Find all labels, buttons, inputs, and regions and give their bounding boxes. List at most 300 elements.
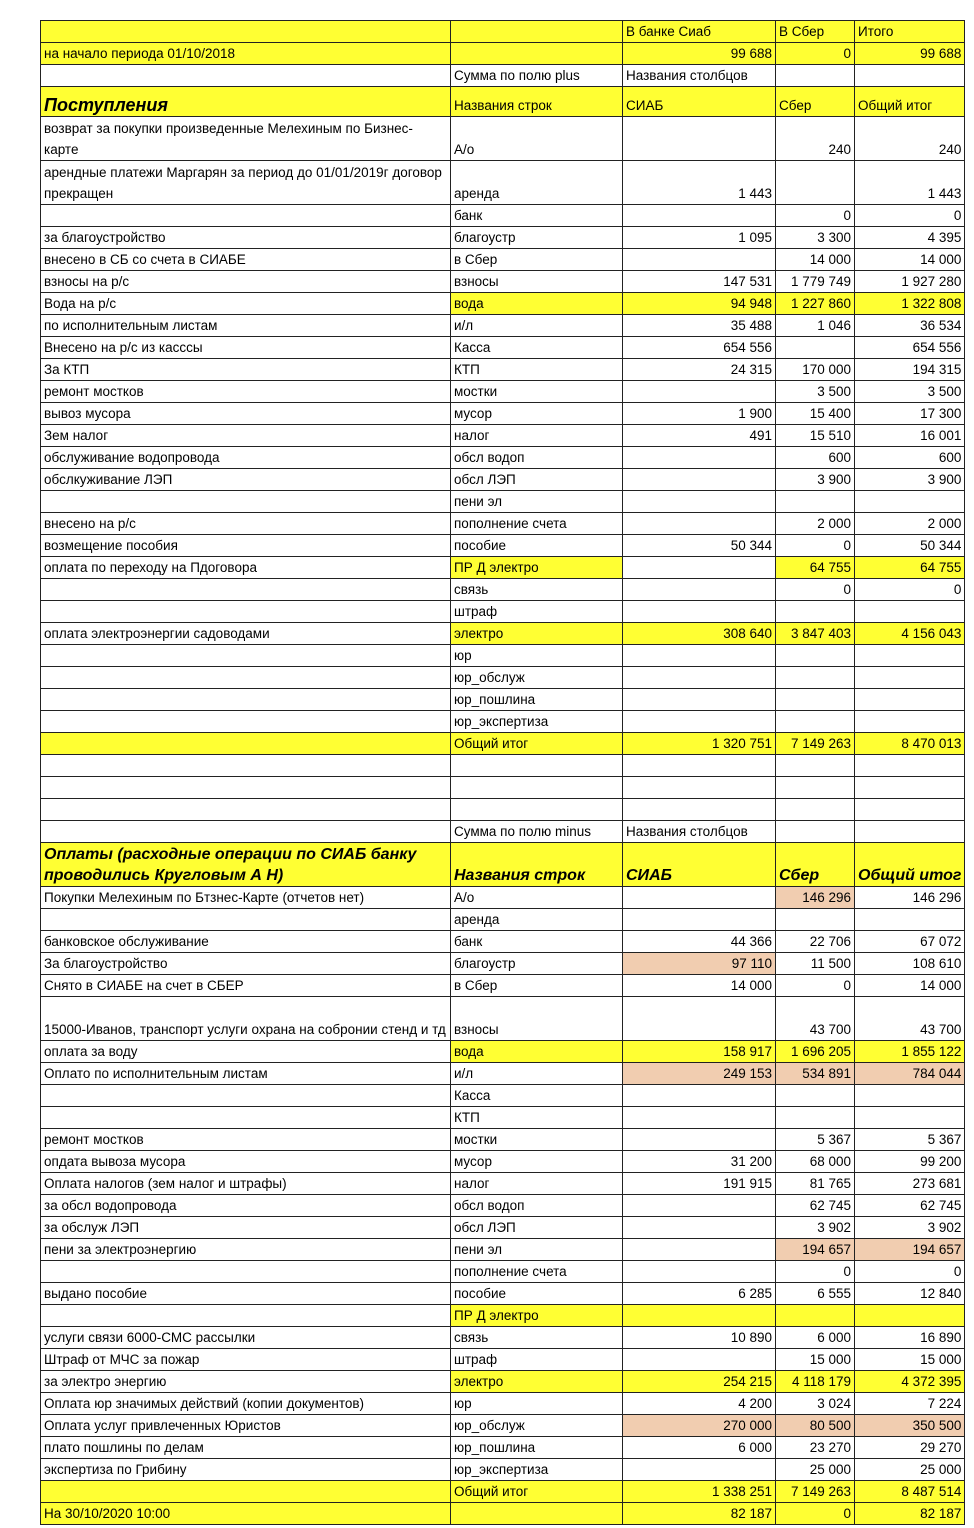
row-category[interactable]: аренда	[451, 161, 623, 205]
grand-total-sber[interactable]: 7 149 263	[776, 733, 855, 755]
row-category[interactable]: в Сбер	[451, 975, 623, 997]
expense-header-total[interactable]: Общий итог	[855, 843, 965, 887]
row-description[interactable]: оплата за воду	[41, 1041, 451, 1063]
row-sber[interactable]: 23 270	[776, 1437, 855, 1459]
row-description[interactable]	[41, 645, 451, 667]
row-siab[interactable]: 97 110	[623, 953, 776, 975]
grand-total-label[interactable]: Общий итог	[451, 1481, 623, 1503]
row-total[interactable]: 1 322 808	[855, 293, 965, 315]
row-category[interactable]: и/л	[451, 1063, 623, 1085]
row-total[interactable]: 7 224	[855, 1393, 965, 1415]
row-total[interactable]: 784 044	[855, 1063, 965, 1085]
row-sber[interactable]: 11 500	[776, 953, 855, 975]
grand-total-siab[interactable]: 1 338 251	[623, 1481, 776, 1503]
row-total[interactable]: 240	[855, 117, 965, 161]
row-description[interactable]: Покупки Мелехиным по Бтзнес-Карте (отчетов нет)	[41, 887, 451, 909]
cell[interactable]	[451, 43, 623, 65]
expense-header-sber[interactable]: Сбер	[776, 843, 855, 887]
row-description[interactable]: обслкуживание ЛЭП	[41, 469, 451, 491]
row-description[interactable]: пени за электроэнергию	[41, 1239, 451, 1261]
row-sber[interactable]: 240	[776, 117, 855, 161]
cell[interactable]	[855, 65, 965, 87]
start-balance-label[interactable]: на начало периода 01/10/2018	[41, 43, 451, 65]
row-siab[interactable]: 14 000	[623, 975, 776, 997]
row-siab[interactable]: 654 556	[623, 337, 776, 359]
pivot-columns-label[interactable]: Названия столбцов	[623, 65, 776, 87]
row-sber[interactable]	[776, 667, 855, 689]
row-description[interactable]: опдата вывоза мусора	[41, 1151, 451, 1173]
row-siab[interactable]	[623, 557, 776, 579]
row-sber[interactable]: 3 300	[776, 227, 855, 249]
row-total[interactable]: 50 344	[855, 535, 965, 557]
row-sber[interactable]: 5 367	[776, 1129, 855, 1151]
row-total[interactable]	[855, 689, 965, 711]
row-siab[interactable]	[623, 601, 776, 623]
row-siab[interactable]: 249 153	[623, 1063, 776, 1085]
row-description[interactable]: Зем налог	[41, 425, 451, 447]
row-category[interactable]: ПР Д электро	[451, 557, 623, 579]
row-category[interactable]: юр_экспертиза	[451, 1459, 623, 1481]
row-description[interactable]: возврат за покупки произведенные Мелехиным по Бизнес-карте	[41, 117, 451, 161]
row-sber[interactable]	[776, 645, 855, 667]
income-title[interactable]: Поступления	[41, 87, 451, 117]
row-description[interactable]: Вода на р/с	[41, 293, 451, 315]
row-category[interactable]: обсл ЛЭП	[451, 1217, 623, 1239]
cell[interactable]	[623, 799, 776, 821]
row-sber[interactable]: 80 500	[776, 1415, 855, 1437]
row-siab[interactable]: 158 917	[623, 1041, 776, 1063]
expense-title[interactable]: Оплаты (расходные операции по СИАБ банку проводились Кругловым А Н)	[41, 843, 451, 887]
grand-total-siab[interactable]: 1 320 751	[623, 733, 776, 755]
cell[interactable]	[41, 799, 451, 821]
end-sber[interactable]: 0	[776, 1503, 855, 1525]
row-sber[interactable]: 3 024	[776, 1393, 855, 1415]
row-description[interactable]	[41, 579, 451, 601]
row-description[interactable]: услуги связи 6000-СМС рассылки	[41, 1327, 451, 1349]
cell[interactable]	[451, 21, 623, 43]
row-description[interactable]	[41, 1261, 451, 1283]
row-description[interactable]	[41, 909, 451, 931]
cell[interactable]	[451, 799, 623, 821]
row-siab[interactable]: 44 366	[623, 931, 776, 953]
row-siab[interactable]: 270 000	[623, 1415, 776, 1437]
row-total[interactable]: 194 657	[855, 1239, 965, 1261]
row-description[interactable]	[41, 601, 451, 623]
row-category[interactable]: КТП	[451, 1107, 623, 1129]
row-total[interactable]: 654 556	[855, 337, 965, 359]
row-siab[interactable]	[623, 1085, 776, 1107]
row-total[interactable]: 108 610	[855, 953, 965, 975]
row-category[interactable]: мостки	[451, 1129, 623, 1151]
cell[interactable]	[855, 777, 965, 799]
row-sber[interactable]	[776, 689, 855, 711]
row-category[interactable]: благоустр	[451, 953, 623, 975]
row-category[interactable]: пени эл	[451, 491, 623, 513]
row-category[interactable]: благоустр	[451, 227, 623, 249]
row-total[interactable]: 1 443	[855, 161, 965, 205]
row-description[interactable]	[41, 667, 451, 689]
row-siab[interactable]	[623, 1239, 776, 1261]
row-total[interactable]: 14 000	[855, 249, 965, 271]
cell[interactable]	[776, 777, 855, 799]
row-category[interactable]: юр_экспертиза	[451, 711, 623, 733]
row-total[interactable]: 1 855 122	[855, 1041, 965, 1063]
row-sber[interactable]: 1 779 749	[776, 271, 855, 293]
row-description[interactable]: За КТП	[41, 359, 451, 381]
row-total[interactable]	[855, 1085, 965, 1107]
row-category[interactable]: мусор	[451, 403, 623, 425]
row-total[interactable]: 0	[855, 579, 965, 601]
row-category[interactable]: КТП	[451, 359, 623, 381]
row-sber[interactable]	[776, 1085, 855, 1107]
row-sber[interactable]: 1 696 205	[776, 1041, 855, 1063]
row-total[interactable]: 146 296	[855, 887, 965, 909]
row-category[interactable]: А/о	[451, 887, 623, 909]
row-siab[interactable]	[623, 1349, 776, 1371]
cell[interactable]	[776, 821, 855, 843]
row-category[interactable]: налог	[451, 425, 623, 447]
cell[interactable]	[776, 799, 855, 821]
start-siab[interactable]: 99 688	[623, 43, 776, 65]
row-sber[interactable]: 3 500	[776, 381, 855, 403]
row-category[interactable]: юр	[451, 1393, 623, 1415]
row-siab[interactable]	[623, 1261, 776, 1283]
row-siab[interactable]: 6 000	[623, 1437, 776, 1459]
row-siab[interactable]	[623, 117, 776, 161]
start-total[interactable]: 99 688	[855, 43, 965, 65]
row-sber[interactable]: 15 400	[776, 403, 855, 425]
row-siab[interactable]: 254 215	[623, 1371, 776, 1393]
row-siab[interactable]: 50 344	[623, 535, 776, 557]
row-siab[interactable]: 1 095	[623, 227, 776, 249]
row-siab[interactable]: 35 488	[623, 315, 776, 337]
row-sber[interactable]	[776, 161, 855, 205]
row-category[interactable]: связь	[451, 1327, 623, 1349]
row-total[interactable]: 600	[855, 447, 965, 469]
cell[interactable]	[451, 755, 623, 777]
row-total[interactable]: 17 300	[855, 403, 965, 425]
row-category[interactable]: Касса	[451, 337, 623, 359]
row-total[interactable]: 25 000	[855, 1459, 965, 1481]
row-sber[interactable]	[776, 601, 855, 623]
end-balance-label[interactable]: На 30/10/2020 10:00	[41, 1503, 451, 1525]
income-header-siab[interactable]: СИАБ	[623, 87, 776, 117]
cell[interactable]	[855, 755, 965, 777]
row-description[interactable]: Штраф от МЧС за пожар	[41, 1349, 451, 1371]
row-siab[interactable]	[623, 1129, 776, 1151]
grand-total-sber[interactable]: 7 149 263	[776, 1481, 855, 1503]
row-category[interactable]: налог	[451, 1173, 623, 1195]
row-total[interactable]: 350 500	[855, 1415, 965, 1437]
row-total[interactable]: 12 840	[855, 1283, 965, 1305]
row-total[interactable]: 3 500	[855, 381, 965, 403]
row-description[interactable]: внесено в СБ со счета в СИАБЕ	[41, 249, 451, 271]
row-sber[interactable]	[776, 337, 855, 359]
row-category[interactable]: юр_пошлина	[451, 1437, 623, 1459]
row-description[interactable]: выдано пособие	[41, 1283, 451, 1305]
row-description[interactable]: Внесено на р/с из касссы	[41, 337, 451, 359]
row-category[interactable]: обсл водоп	[451, 447, 623, 469]
grand-total-total[interactable]: 8 470 013	[855, 733, 965, 755]
row-total[interactable]: 3 902	[855, 1217, 965, 1239]
row-total[interactable]: 14 000	[855, 975, 965, 997]
row-description[interactable]: Оплата юр значимых действий (копии документов)	[41, 1393, 451, 1415]
row-total[interactable]: 5 367	[855, 1129, 965, 1151]
row-sber[interactable]: 3 902	[776, 1217, 855, 1239]
row-category[interactable]: ПР Д электро	[451, 1305, 623, 1327]
row-total[interactable]: 99 200	[855, 1151, 965, 1173]
row-description[interactable]: Снято в СИАБЕ на счет в СБЕР	[41, 975, 451, 997]
row-total[interactable]: 43 700	[855, 997, 965, 1041]
row-total[interactable]	[855, 1305, 965, 1327]
row-sber[interactable]: 43 700	[776, 997, 855, 1041]
row-siab[interactable]	[623, 645, 776, 667]
cell[interactable]	[41, 755, 451, 777]
row-sber[interactable]: 0	[776, 535, 855, 557]
col-header-siab-bank[interactable]: В банке Сиаб	[623, 21, 776, 43]
row-description[interactable]: ремонт мостков	[41, 381, 451, 403]
row-sber[interactable]: 62 745	[776, 1195, 855, 1217]
row-siab[interactable]	[623, 887, 776, 909]
row-description[interactable]	[41, 1085, 451, 1107]
cell[interactable]	[41, 65, 451, 87]
row-sber[interactable]: 1 046	[776, 315, 855, 337]
row-description[interactable]: за обсл водопровода	[41, 1195, 451, 1217]
row-category[interactable]: штраф	[451, 601, 623, 623]
row-siab[interactable]	[623, 909, 776, 931]
row-total[interactable]: 2 000	[855, 513, 965, 535]
row-siab[interactable]	[623, 667, 776, 689]
row-sber[interactable]: 170 000	[776, 359, 855, 381]
income-header-total[interactable]: Общий итог	[855, 87, 965, 117]
row-sber[interactable]: 64 755	[776, 557, 855, 579]
cell[interactable]	[623, 777, 776, 799]
cell[interactable]	[41, 777, 451, 799]
row-sber[interactable]: 6 555	[776, 1283, 855, 1305]
row-sber[interactable]: 0	[776, 579, 855, 601]
row-sber[interactable]: 0	[776, 205, 855, 227]
cell[interactable]	[451, 777, 623, 799]
cell[interactable]	[41, 821, 451, 843]
row-sber[interactable]: 15 510	[776, 425, 855, 447]
income-header-sber[interactable]: Сбер	[776, 87, 855, 117]
row-description[interactable]	[41, 205, 451, 227]
cell[interactable]	[623, 755, 776, 777]
row-category[interactable]: А/о	[451, 117, 623, 161]
row-description[interactable]: обслуживание водопровода	[41, 447, 451, 469]
row-total[interactable]	[855, 667, 965, 689]
row-siab[interactable]: 1 900	[623, 403, 776, 425]
row-total[interactable]: 273 681	[855, 1173, 965, 1195]
end-total[interactable]: 82 187	[855, 1503, 965, 1525]
row-description[interactable]: 15000-Иванов, транспорт услуги охрана на собронии стенд и тд	[41, 997, 451, 1041]
row-description[interactable]: за обслуж ЛЭП	[41, 1217, 451, 1239]
row-category[interactable]: связь	[451, 579, 623, 601]
end-siab[interactable]: 82 187	[623, 1503, 776, 1525]
row-sber[interactable]: 81 765	[776, 1173, 855, 1195]
row-total[interactable]: 64 755	[855, 557, 965, 579]
expense-header-rows[interactable]: Названия строк	[451, 843, 623, 887]
row-category[interactable]: обсл ЛЭП	[451, 469, 623, 491]
row-category[interactable]: юр	[451, 645, 623, 667]
row-category[interactable]: пени эл	[451, 1239, 623, 1261]
row-description[interactable]	[41, 711, 451, 733]
row-total[interactable]: 67 072	[855, 931, 965, 953]
row-total[interactable]: 3 900	[855, 469, 965, 491]
row-description[interactable]: взносы на р/с	[41, 271, 451, 293]
row-total[interactable]: 1 927 280	[855, 271, 965, 293]
cell[interactable]	[41, 733, 451, 755]
expense-header-siab[interactable]: СИАБ	[623, 843, 776, 887]
row-sber[interactable]: 600	[776, 447, 855, 469]
row-sber[interactable]	[776, 1305, 855, 1327]
row-total[interactable]: 29 270	[855, 1437, 965, 1459]
row-siab[interactable]	[623, 579, 776, 601]
row-description[interactable]: банковское обслуживание	[41, 931, 451, 953]
row-total[interactable]	[855, 909, 965, 931]
row-category[interactable]: пополнение счета	[451, 513, 623, 535]
grand-total-total[interactable]: 8 487 514	[855, 1481, 965, 1503]
row-total[interactable]: 62 745	[855, 1195, 965, 1217]
row-description[interactable]: Оплата налогов (зем налог и штрафы)	[41, 1173, 451, 1195]
row-description[interactable]	[41, 491, 451, 513]
row-sber[interactable]: 22 706	[776, 931, 855, 953]
row-description[interactable]: Оплато по исполнительным листам	[41, 1063, 451, 1085]
row-category[interactable]: мусор	[451, 1151, 623, 1173]
row-total[interactable]	[855, 711, 965, 733]
row-siab[interactable]: 31 200	[623, 1151, 776, 1173]
row-siab[interactable]	[623, 205, 776, 227]
row-total[interactable]: 16 001	[855, 425, 965, 447]
row-total[interactable]: 4 156 043	[855, 623, 965, 645]
row-sber[interactable]: 2 000	[776, 513, 855, 535]
row-sber[interactable]	[776, 711, 855, 733]
row-siab[interactable]	[623, 1305, 776, 1327]
row-total[interactable]	[855, 1107, 965, 1129]
row-category[interactable]: юр_обслуж	[451, 667, 623, 689]
row-category[interactable]: вода	[451, 293, 623, 315]
row-description[interactable]: вывоз мусора	[41, 403, 451, 425]
row-siab[interactable]	[623, 513, 776, 535]
row-sber[interactable]: 534 891	[776, 1063, 855, 1085]
row-total[interactable]: 16 890	[855, 1327, 965, 1349]
row-category[interactable]: пособие	[451, 1283, 623, 1305]
row-description[interactable]: оплата электроэнергии садоводами	[41, 623, 451, 645]
row-description[interactable]: внесено на р/с	[41, 513, 451, 535]
row-total[interactable]: 4 395	[855, 227, 965, 249]
row-category[interactable]: обсл водоп	[451, 1195, 623, 1217]
cell[interactable]	[776, 755, 855, 777]
row-siab[interactable]: 308 640	[623, 623, 776, 645]
row-total[interactable]: 4 372 395	[855, 1371, 965, 1393]
row-sber[interactable]	[776, 1107, 855, 1129]
row-category[interactable]: мостки	[451, 381, 623, 403]
row-total[interactable]	[855, 491, 965, 513]
row-sber[interactable]: 68 000	[776, 1151, 855, 1173]
row-siab[interactable]	[623, 689, 776, 711]
row-sber[interactable]: 14 000	[776, 249, 855, 271]
grand-total-label[interactable]: Общий итог	[451, 733, 623, 755]
row-sber[interactable]: 194 657	[776, 1239, 855, 1261]
row-description[interactable]: за благоустройство	[41, 227, 451, 249]
row-sber[interactable]: 1 227 860	[776, 293, 855, 315]
row-description[interactable]: за электро энергию	[41, 1371, 451, 1393]
row-siab[interactable]: 191 915	[623, 1173, 776, 1195]
row-siab[interactable]: 24 315	[623, 359, 776, 381]
pivot-field-label[interactable]: Сумма по полю minus	[451, 821, 623, 843]
row-siab[interactable]	[623, 1217, 776, 1239]
start-sber[interactable]: 0	[776, 43, 855, 65]
cell[interactable]	[41, 1481, 451, 1503]
row-total[interactable]: 0	[855, 1261, 965, 1283]
row-total[interactable]: 0	[855, 205, 965, 227]
row-description[interactable]: оплата по переходу на Пдоговора	[41, 557, 451, 579]
row-siab[interactable]: 10 890	[623, 1327, 776, 1349]
row-sber[interactable]: 15 000	[776, 1349, 855, 1371]
row-siab[interactable]	[623, 381, 776, 403]
row-description[interactable]: возмещение пособия	[41, 535, 451, 557]
row-sber[interactable]: 3 847 403	[776, 623, 855, 645]
row-sber[interactable]	[776, 491, 855, 513]
row-description[interactable]: За благоустройство	[41, 953, 451, 975]
pivot-columns-label[interactable]: Названия столбцов	[623, 821, 776, 843]
row-description[interactable]: плато пошлины по делам	[41, 1437, 451, 1459]
cell[interactable]	[776, 65, 855, 87]
cell[interactable]	[451, 1503, 623, 1525]
row-category[interactable]: пополнение счета	[451, 1261, 623, 1283]
row-sber[interactable]: 25 000	[776, 1459, 855, 1481]
row-siab[interactable]	[623, 447, 776, 469]
col-header-sber[interactable]: В Сбер	[776, 21, 855, 43]
row-category[interactable]: электро	[451, 623, 623, 645]
row-category[interactable]: взносы	[451, 271, 623, 293]
row-siab[interactable]	[623, 491, 776, 513]
row-total[interactable]	[855, 645, 965, 667]
cell[interactable]	[41, 21, 451, 43]
row-category[interactable]: электро	[451, 1371, 623, 1393]
row-category[interactable]: вода	[451, 1041, 623, 1063]
row-category[interactable]: Касса	[451, 1085, 623, 1107]
row-description[interactable]	[41, 1107, 451, 1129]
row-total[interactable]: 15 000	[855, 1349, 965, 1371]
row-siab[interactable]	[623, 711, 776, 733]
row-category[interactable]: банк	[451, 931, 623, 953]
row-siab[interactable]	[623, 249, 776, 271]
row-category[interactable]: юр_пошлина	[451, 689, 623, 711]
row-total[interactable]: 36 534	[855, 315, 965, 337]
col-header-total[interactable]: Итого	[855, 21, 965, 43]
row-description[interactable]: Оплата услуг привлеченных Юристов	[41, 1415, 451, 1437]
cell[interactable]	[855, 821, 965, 843]
cell[interactable]	[855, 799, 965, 821]
row-sber[interactable]: 146 296	[776, 887, 855, 909]
row-sber[interactable]: 3 900	[776, 469, 855, 491]
row-category[interactable]: взносы	[451, 997, 623, 1041]
row-category[interactable]: банк	[451, 205, 623, 227]
row-siab[interactable]	[623, 1107, 776, 1129]
row-category[interactable]: пособие	[451, 535, 623, 557]
row-category[interactable]: в Сбер	[451, 249, 623, 271]
pivot-field-label[interactable]: Сумма по полю plus	[451, 65, 623, 87]
row-description[interactable]	[41, 689, 451, 711]
row-description[interactable]: по исполнительным листам	[41, 315, 451, 337]
row-category[interactable]: штраф	[451, 1349, 623, 1371]
row-description[interactable]: арендные платежи Маргарян за период до 01/01/2019г договор прекращен	[41, 161, 451, 205]
row-total[interactable]	[855, 601, 965, 623]
row-category[interactable]: и/л	[451, 315, 623, 337]
row-sber[interactable]: 4 118 179	[776, 1371, 855, 1393]
row-siab[interactable]: 6 285	[623, 1283, 776, 1305]
